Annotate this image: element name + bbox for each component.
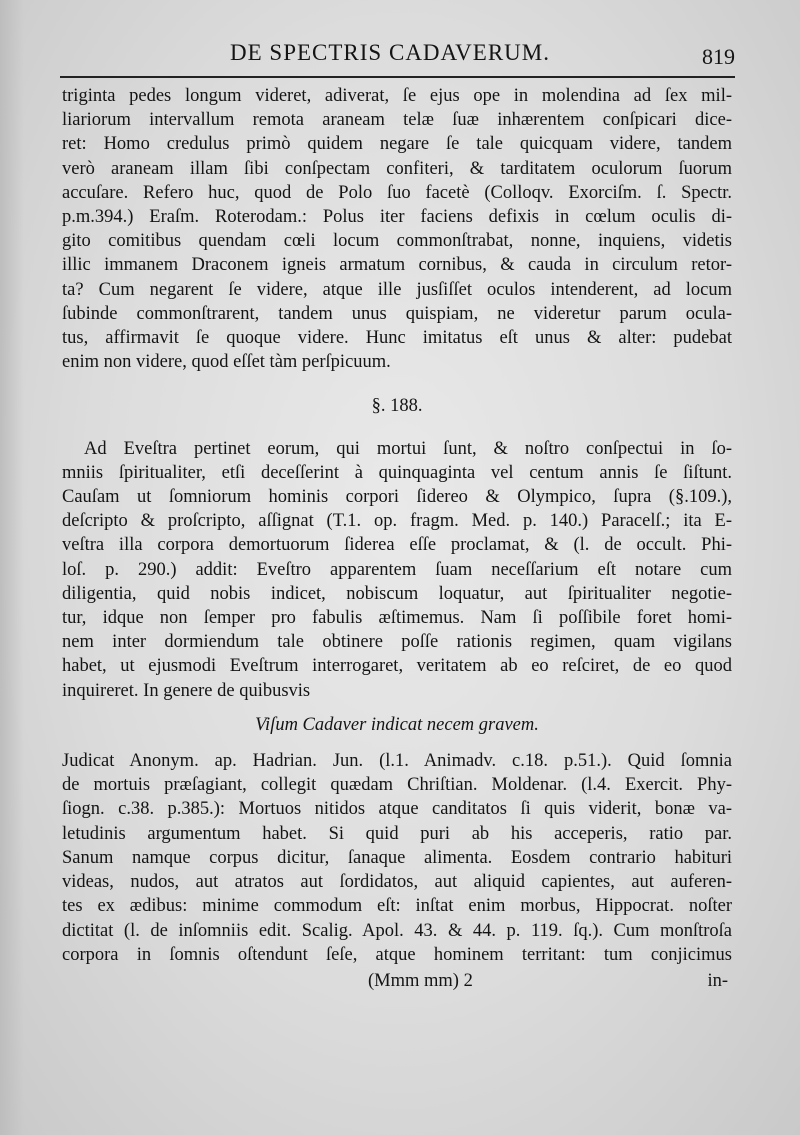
text-line: enim non videre, quod eſſet tàm perſpicuum. <box>62 352 391 373</box>
text-line: gito comitibus quendam cœli locum commonſtrabat, nonne, inquiens, videtis <box>62 231 732 252</box>
paragraph-3 <box>62 749 732 967</box>
text-line: letudinis argumentum habet. Si quid puri ab his acceperis, ratio par. <box>62 823 732 844</box>
catchword: in- <box>707 970 728 991</box>
text-line: tur, idque non ſemper pro fabulis æſtimemus. Nam ſi poſſibile foret homi- <box>62 608 732 629</box>
paragraph-2 <box>62 437 732 703</box>
text-line: ta? Cum negarent ſe videre, atque ille jusſiſſet oculos intenderent, ad locum <box>62 279 732 300</box>
signature-mark: (Mmm mm) 2 <box>368 970 473 991</box>
body-text <box>62 84 732 993</box>
text-line: corpora in ſomnis oſtendunt ſeſe, atque hominem territant: tum conjicimus <box>62 944 732 965</box>
text-line: veſtra illa corpora demortuorum ſiderea eſſe proclamat, & (l. de occult. Phi- <box>62 535 732 556</box>
text-line: tes ex ædibus: minime commodum eſt: inſtat enim morbus, Hippocrat. noſter <box>62 896 732 917</box>
text-line: loſ. p. 290.) addit: Eveſtro apparentem ſuam neceſſarium eſt notare cum <box>62 559 732 580</box>
text-line: habet, ut ejusmodi Eveſtrum interrogaret, veritatem ab eo reſciret, de eo quod <box>62 656 732 677</box>
page-number: 819 <box>702 44 735 69</box>
section-title: §. 188. <box>371 396 423 417</box>
text-line: ſiogn. c.38. p.385.): Mortuos nitidos atque canditatos ſi quis viderit, bonæ va- <box>62 799 732 820</box>
text-line: Judicat Anonym. ap. Hadrian. Jun. (l.1. Animadv. c.18. p.51.). Quid ſomnia <box>62 751 732 772</box>
text-line: de mortuis præſagiant, collegit quædam Chriſtian. Moldenar. (l.4. Exercit. Phy- <box>62 775 732 796</box>
text-line: dictitat (l. de inſomniis edit. Scalig. Apol. 43. & 44. p. 119. ſq.). Cum monſtroſa <box>62 920 732 941</box>
page-footer <box>62 969 732 993</box>
text-line: Cauſam ut ſomniorum hominis corpori ſidereo & Olympico, ſupra (§.109.), <box>62 487 732 508</box>
text-line: diligentia, quid nobis indicet, nobiscum loquatur, aut ſpiritualiter negotie- <box>62 583 732 604</box>
text-line: Sanum namque corpus dicitur, ſanaque alimenta. Eosdem contrario habituri <box>62 847 732 868</box>
header-rule <box>60 76 735 78</box>
text-line: liariorum intervallum remota araneam telæ ſuæ inhærentem conſpicari dice- <box>62 110 732 131</box>
running-head: DE SPECTRIS CADAVERUM. <box>230 40 550 65</box>
text-line: ſubinde commonſtrarent, tandem unus quispiam, ne videretur parum ocula- <box>62 303 732 324</box>
text-line: p.m.394.) Eraſm. Roterodam.: Polus iter faciens defixis in cœlum oculis di- <box>62 207 732 228</box>
paragraph-1 <box>62 84 732 374</box>
text-line: verò araneam illam ſibi conſpectam confiteri, & tarditatem oculorum ſuorum <box>62 158 732 179</box>
text-line: inquireret. In genere de quibusvis <box>62 680 311 701</box>
page-edge-shadow <box>0 0 24 1135</box>
text-line: accuſare. Refero huc, quod de Polo ſuo facetè (Colloqv. Exorciſm. ſ. Spectr. <box>62 182 732 203</box>
text-line: videas, nudos, aut atratos aut ſordidatos, aut aliquid capientes, aut auferen- <box>62 872 732 893</box>
page-header <box>60 38 735 74</box>
text-line: tus, affirmavit ſe quoque videre. Hunc imitatus eſt unus & alter: pudebat <box>62 328 732 349</box>
text-line: nem inter dormiendum tale obtinere poſſe rationis regimen, quam vigilans <box>62 632 732 653</box>
text-line: ret: Homo credulus primò quidem negare ſe tale quicquam videre, tandem <box>62 134 732 155</box>
text-line: illic immanem Draconem igneis armatum cornibus, & cauda in circulum retor- <box>62 255 732 276</box>
text-line: Ad Eveſtra pertinet eorum, qui mortui ſunt, & noſtro conſpectui in ſo- <box>84 438 732 459</box>
text-line: deſcripto & proſcripto, aſſignat (T.1. op. fragm. Med. p. 140.) Paracelſ.; ita E- <box>62 511 732 532</box>
text-line: triginta pedes longum videret, adiverat, ſe ejus ope in molendina ad ſex mil- <box>62 86 732 106</box>
text-line: mniis ſpiritualiter, etſi deceſſerint à quinquaginta vel centum annis ſe ſiſtunt. <box>62 462 732 483</box>
subheading: Viſum Cadaver indicat necem gravem. <box>255 714 539 735</box>
